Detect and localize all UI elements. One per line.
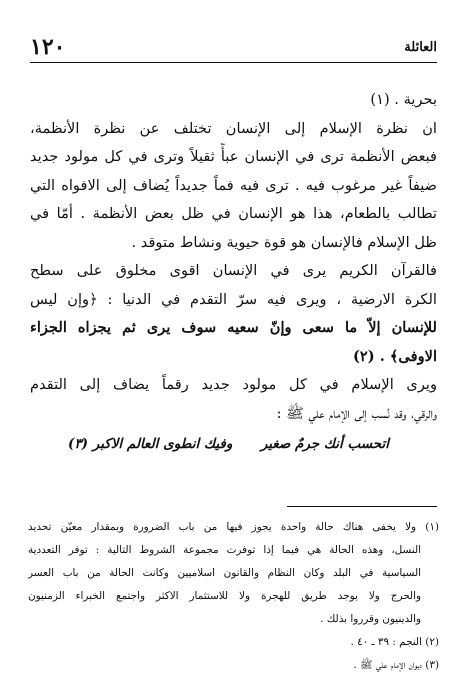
chapter-title: العائلة <box>404 40 437 55</box>
footnote-line: والدينيون وقرروا بذلك . <box>320 613 421 625</box>
verse-second-hemistich: وفيك انطوى العالم الاكبر (٣) <box>68 436 233 452</box>
footnote-line: والحرج ولا يوجد طريق للهجرة ولا للاستثمار الاكثر واجتمع الخبراء الزمنيون <box>28 590 421 602</box>
page-number: ١٢٠ <box>30 34 66 60</box>
footnote-line: (١) ولا يخفى هناك حالة واحدة يجوز فيها من باب الضرورة وبمقدار معيّن تحديد <box>28 521 439 533</box>
text-line: ان نظرة الإسلام إلى الإنسان تختلف عن نظرة الأنظمة، <box>30 119 437 137</box>
text-line: فالقرآن الكريم يرى في الإنسان اقوى مخلوق على سطح <box>30 262 437 279</box>
text-line: ضيفاً غير مرغوب فيه . ترى فيه فماً جديداً يُضاف إلى الافواه التي <box>30 176 437 194</box>
main-text <box>30 86 437 460</box>
footnote-separator <box>287 506 437 507</box>
text-line: ظل الإسلام فالإنسان هو قوة حيوية ونشاط متوقد . <box>131 233 437 251</box>
text-line: تطالب بالطعام، هذا هو الإنسان في ظل بعض الأنظمة . أمّا في <box>30 205 437 222</box>
poetry-verse <box>30 430 437 460</box>
quran-verse-line: للإنسان إلاّ ما سعى وإنّ سعيه سوف يرى ثم يجزاه الجزاء <box>30 319 437 336</box>
footnotes <box>28 516 439 677</box>
text-line: ويرى الإسلام في كل مولود جديد رقماً يضاف إلى التقدم <box>30 376 437 393</box>
verse-first-hemistich: اتحسب أنك جرمٌ صغير <box>260 436 389 452</box>
quran-verse-line: الاوفى﴾ . (٢) <box>352 347 437 365</box>
text-line: بحرية . (١) <box>370 91 437 108</box>
header-rule <box>30 62 437 63</box>
text-line: والرقي، وقد نُسب إلى الإمام علي ﷺ : <box>276 404 437 422</box>
text-line: فبعض الأنظمة ترى في الإنسان عبأً ثقيلاً وترى في كل مولود جديد <box>30 148 437 165</box>
footnote-line: النسل، وهذه الحالة هي فيما إذا توفرت مجموعة الشروط التالية : توفر التعددية <box>28 544 421 556</box>
page-header <box>30 34 437 58</box>
footnote-line: (٣) ديوان الإمام علي ﷺ . <box>353 659 439 671</box>
footnote-line: (٢) النجم : ٣٩ ـ ٤٠ . <box>350 636 439 648</box>
footnote-line: السياسية في البلد وكان النظام والقانون اسلاميين وكانت الحالة من باب العسر <box>28 567 421 579</box>
text-line: الكرة الارضية ، ويرى فيه سرّ التقدم في الدنيا : ﴿وإن ليس <box>30 290 437 308</box>
